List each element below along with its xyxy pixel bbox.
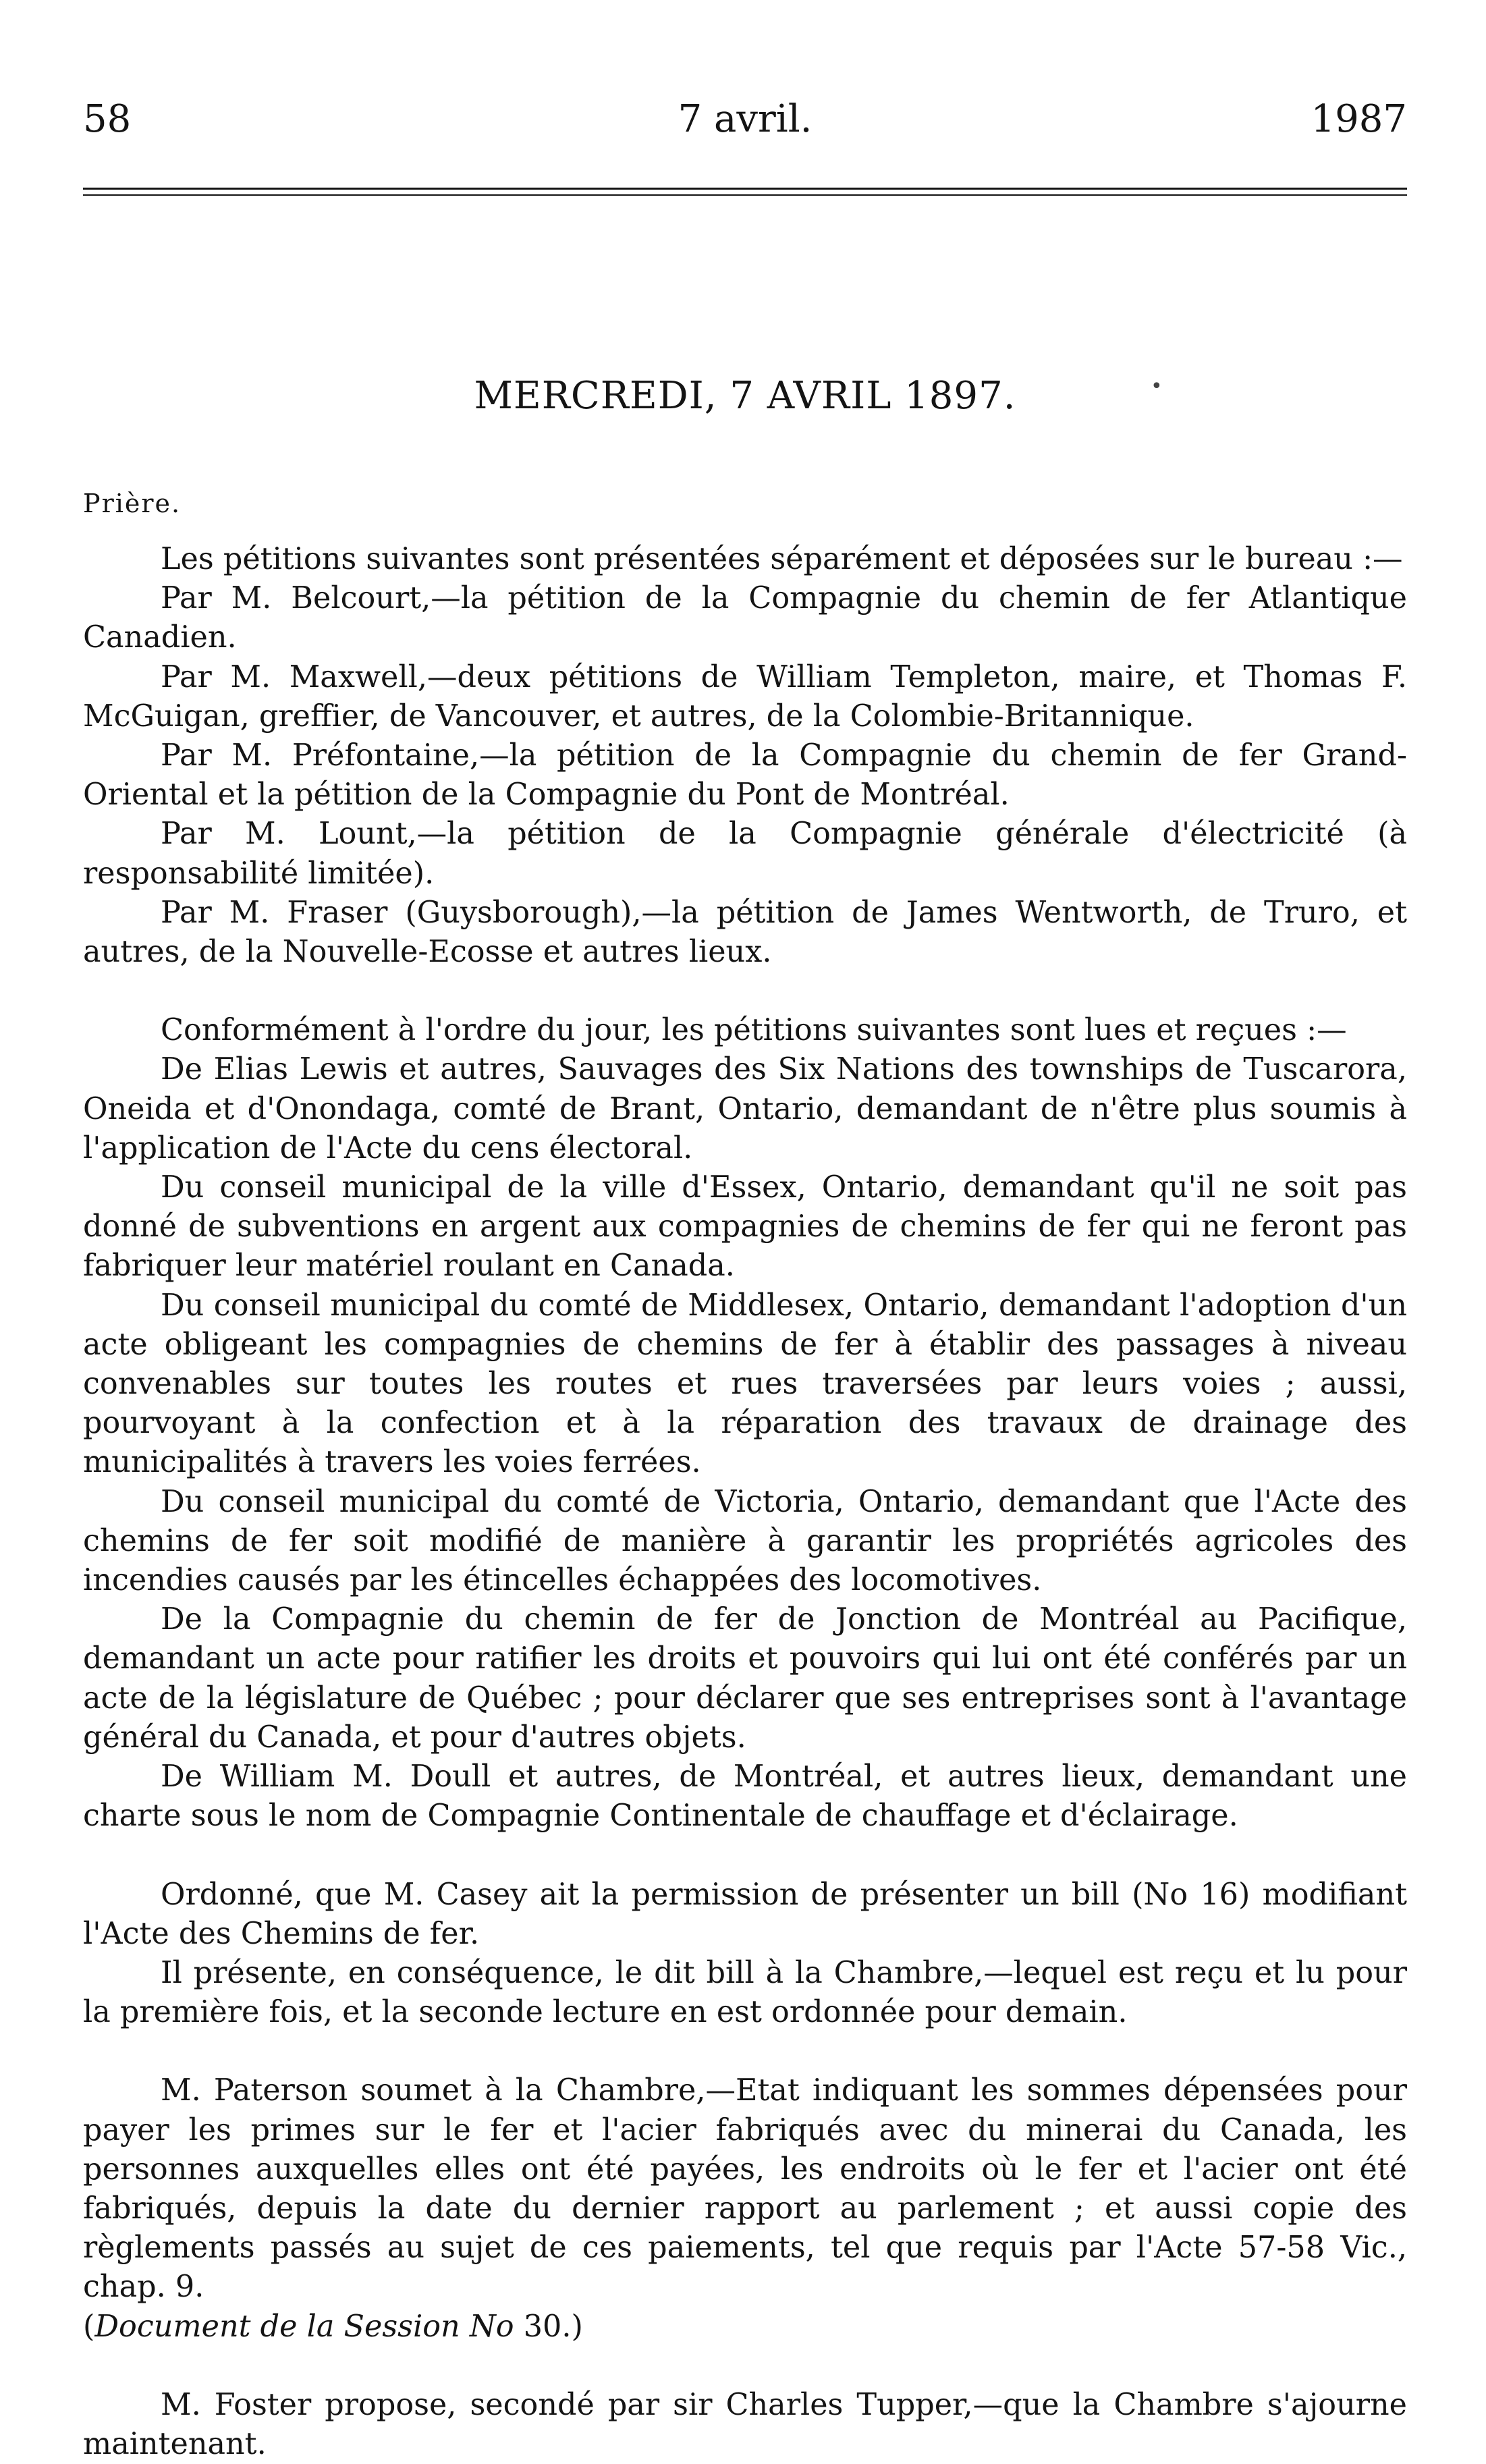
sessional-doc-number: 30.) [514, 2309, 583, 2344]
header-rule-bottom [83, 194, 1407, 196]
paragraph-petitions-read-intro: Conformément à l'ordre du jour, les pétitions suivantes sont lues et reçues :— [161, 1013, 1347, 1048]
header-date: 7 avril. [678, 97, 813, 141]
paragraph-petition-jonction: De la Compagnie du chemin de fer de Jonction de Montréal au Pacifique, demandant un acte pour ratifier les droits et pouvoirs qui lui ont été conférés par un acte de la législature de Québec ; pour déclarer que ses entreprises sont à l'avantage général du Canada, et pour d'autres objets. [83, 1602, 1407, 1755]
paragraph-bill-reading: Il présente, en conséquence, le dit bill à la Chambre,—lequel est reçu et lu pour la première fois, et la seconde lecture en est ordonnée pour demain. [83, 1955, 1407, 2030]
sitting-title: MERCREDI, 7 AVRIL 1897. [474, 374, 1016, 418]
paragraph-ordonne-casey: Ordonné, que M. Casey ait la permission de présenter un bill (No 16) modifiant l'Acte des Chemins de fer. [83, 1877, 1407, 1951]
paragraph-petition-belcourt: Par M. Belcourt,—la pétition de la Compagnie du chemin de fer Atlantique Canadien. [83, 581, 1407, 655]
priere-heading: Prière. [83, 489, 182, 518]
print-speck: • [1151, 375, 1163, 398]
paragraph-petition-lount: Par M. Lount,—la pétition de la Compagnie générale d'électricité (à responsabilité limitée). [83, 817, 1407, 891]
paragraph-petition-maxwell: Par M. Maxwell,—deux pétitions de William Templeton, maire, et Thomas F. McGuigan, greffier, de Vancouver, et autres, de la Colombie-Britannique. [83, 659, 1407, 734]
paragraph-adjournment: M. Foster propose, secondé par sir Charles Tupper,—que la Chambre s'ajourne maintenant. [83, 2387, 1407, 2461]
paragraph-petition-victoria: Du conseil municipal du comté de Victoria, Ontario, demandant que l'Acte des chemins de fer soit modifié de manière à garantir les propriétés agricoles des incendies causés par les étincelles échappées des locomotives. [83, 1484, 1407, 1598]
paragraph-petition-lewis: De Elias Lewis et autres, Sauvages des Six Nations des townships de Tuscarora, Oneida et d'Onondaga, comté de Brant, Ontario, demandant de n'être plus soumis à l'application de l'Acte du cens électoral. [83, 1052, 1407, 1166]
header-rule-top [83, 188, 1407, 190]
paragraph-petition-fraser: Par M. Fraser (Guysborough),—la pétition de James Wentworth, de Truro, et autres, de la Nouvelle-Ecosse et autres lieux. [83, 895, 1407, 970]
header-year: 1987 [1311, 97, 1407, 141]
paragraph-paterson-return: M. Paterson soumet à la Chambre,—Etat indiquant les sommes dépensées pour payer les primes sur le fer et l'acier fabriqués avec du minerai du Canada, les personnes auxquelles elles ont été payées, les endroits où le fer et l'acier ont été fabriqués, depuis la date du dernier rapport au parlement ; et aussi copie des règlements passés au sujet de ces paiements, tel que requis par l'Acte 57-58 Vic., chap. 9. [83, 2073, 1407, 2305]
sessional-doc-label: Document de la Session No [94, 2309, 514, 2344]
paragraph-petition-essex: Du conseil municipal de la ville d'Essex, Ontario, demandant qu'il ne soit pas donné de subventions en argent aux compagnies de chemins de fer qui ne feront pas fabriquer leur matériel roulant en Canada. [83, 1170, 1407, 1284]
paragraph-petition-middlesex: Du conseil municipal du comté de Middlesex, Ontario, demandant l'adoption d'un acte obligeant les compagnies de chemins de fer à établir des passages à niveau convenables sur toutes les routes et rues traversées par leurs voies ; aussi, pourvoyant à la confection et à la réparation des travaux de drainage des municipalités à travers les voies ferrées. [83, 1288, 1407, 1480]
minutes-body [83, 540, 1407, 2464]
sessional-document-ref [83, 2307, 1407, 2347]
page-header [83, 96, 1407, 143]
paragraph-petition-doull: De William M. Doull et autres, de Montréal, et autres lieux, demandant une charte sous le nom de Compagnie Continentale de chauffage et d'éclairage. [83, 1759, 1407, 1834]
page-number: 58 [83, 97, 132, 141]
sessional-doc-open: ( [83, 2309, 95, 2344]
paragraph-petitions-intro: Les pétitions suivantes sont présentées séparément et déposées sur le bureau :— [161, 542, 1403, 576]
paragraph-petition-prefontaine: Par M. Préfontaine,—la pétition de la Compagnie du chemin de fer Grand-Oriental et la pétition de la Compagnie du Pont de Montréal. [83, 738, 1407, 813]
